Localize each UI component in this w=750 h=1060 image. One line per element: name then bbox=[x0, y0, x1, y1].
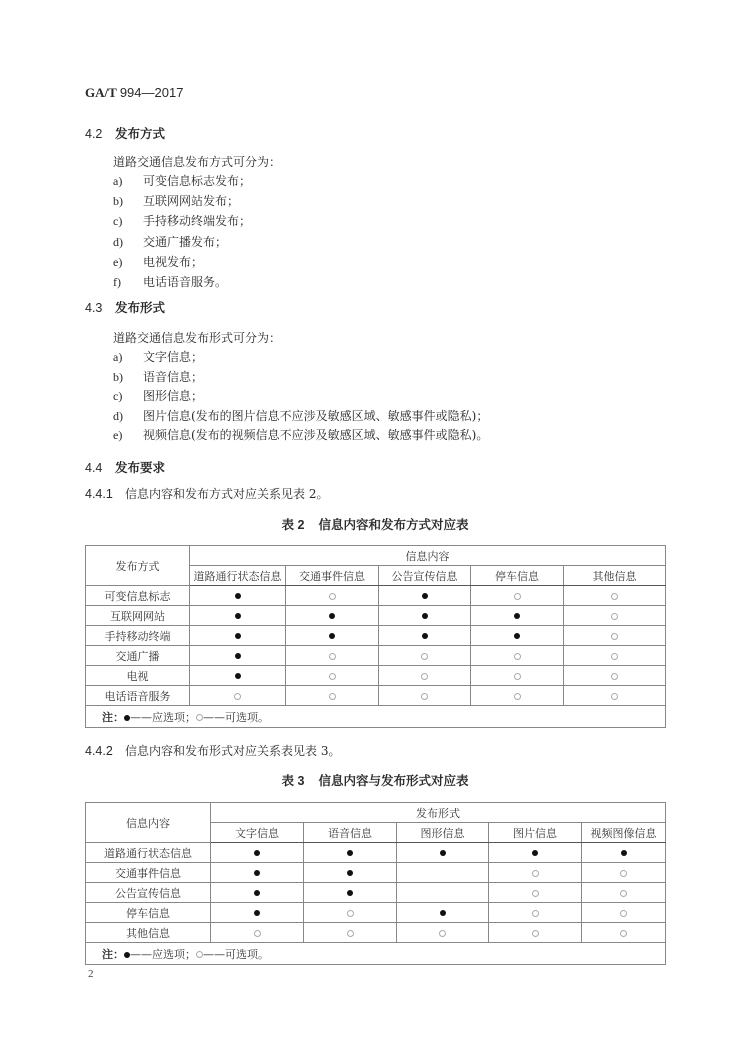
filled-dot-icon bbox=[254, 870, 260, 876]
filled-dot-icon bbox=[254, 890, 260, 896]
row-label: 互联网网站 bbox=[86, 606, 190, 626]
list-item bbox=[113, 192, 239, 209]
list-item-label: b) bbox=[113, 194, 123, 209]
table-cell bbox=[379, 606, 471, 626]
list-item-text: 语音信息； bbox=[143, 369, 204, 384]
hollow-circle-icon bbox=[196, 714, 203, 721]
hollow-circle-icon bbox=[611, 653, 618, 660]
row-label: 可变信息标志 bbox=[86, 586, 190, 606]
section-number: 4.4 bbox=[85, 461, 103, 475]
filled-dot-icon bbox=[235, 593, 241, 599]
table-row bbox=[86, 606, 666, 626]
table-cell bbox=[190, 626, 286, 646]
table-cell bbox=[304, 843, 397, 863]
filled-dot-icon bbox=[514, 633, 520, 639]
subsection-text: 信息内容和发布形式对应关系表见表 3。 bbox=[125, 744, 341, 758]
table-row bbox=[86, 843, 666, 863]
list-item-label: d) bbox=[113, 234, 123, 249]
list-item-label: f) bbox=[113, 275, 121, 289]
section-number: 4.3 bbox=[85, 301, 103, 315]
list-item bbox=[113, 233, 227, 250]
hollow-circle-icon bbox=[611, 613, 618, 620]
row-label: 其他信息 bbox=[86, 923, 211, 943]
table-cell bbox=[564, 666, 666, 686]
hollow-circle-icon bbox=[329, 653, 336, 660]
hollow-circle-icon bbox=[611, 633, 618, 640]
note-required-text: ——应选项； bbox=[130, 947, 196, 961]
table-cell bbox=[379, 626, 471, 646]
section-heading-4-3 bbox=[85, 298, 165, 316]
hollow-circle-icon bbox=[611, 673, 618, 680]
table-row bbox=[86, 686, 666, 706]
list-item bbox=[113, 387, 203, 404]
group-header-cell: 信息内容 bbox=[190, 546, 666, 566]
filled-dot-icon bbox=[235, 633, 241, 639]
table-cell bbox=[564, 686, 666, 706]
list-item-label: a) bbox=[113, 174, 123, 188]
row-header-cell: 发布方式 bbox=[86, 546, 190, 586]
table-cell bbox=[286, 586, 379, 606]
hollow-circle-icon bbox=[514, 593, 521, 600]
table-cell bbox=[397, 903, 489, 923]
table-cell bbox=[211, 843, 304, 863]
column-header: 视频图像信息 bbox=[582, 823, 666, 843]
subsection-number: 4.4.1 bbox=[85, 487, 113, 501]
list-item bbox=[113, 426, 488, 443]
table-cell bbox=[190, 666, 286, 686]
table-cell bbox=[397, 863, 489, 883]
table-note bbox=[86, 943, 666, 965]
hollow-circle-icon bbox=[514, 653, 521, 660]
table3-caption bbox=[0, 771, 750, 789]
table-cell bbox=[286, 646, 379, 666]
table-cell bbox=[397, 923, 489, 943]
hollow-circle-icon bbox=[234, 693, 241, 700]
table-cell bbox=[211, 923, 304, 943]
table-cell bbox=[190, 606, 286, 626]
table-cell bbox=[471, 686, 564, 706]
list-item-text: 电视发布； bbox=[143, 254, 204, 269]
table-cell bbox=[379, 686, 471, 706]
filled-dot-icon bbox=[329, 613, 335, 619]
hollow-circle-icon bbox=[532, 890, 539, 897]
list-item-label: a) bbox=[113, 350, 123, 364]
table-cell bbox=[190, 646, 286, 666]
table-cell bbox=[564, 606, 666, 626]
table-cell bbox=[304, 903, 397, 923]
column-header: 图片信息 bbox=[489, 823, 582, 843]
section-title: 发布要求 bbox=[115, 460, 166, 475]
column-header: 道路通行状态信息 bbox=[190, 566, 286, 586]
table-cell bbox=[211, 903, 304, 923]
table-row bbox=[86, 883, 666, 903]
row-label: 交通广播 bbox=[86, 646, 190, 666]
table3 bbox=[85, 802, 666, 965]
hollow-circle-icon bbox=[421, 653, 428, 660]
table-cell bbox=[397, 883, 489, 903]
subsection-4-4-1 bbox=[85, 485, 328, 502]
list-item bbox=[113, 348, 203, 365]
section-intro: 道路交通信息发布形式可分为： bbox=[113, 331, 282, 345]
table-row bbox=[86, 903, 666, 923]
filled-dot-icon bbox=[347, 870, 353, 876]
row-label: 停车信息 bbox=[86, 903, 211, 923]
note-optional-text: ——可选项。 bbox=[203, 947, 269, 961]
filled-dot-icon bbox=[235, 653, 241, 659]
note-required-text: ——应选项； bbox=[130, 710, 196, 724]
table-cell bbox=[286, 626, 379, 646]
table-cell bbox=[471, 626, 564, 646]
table-row bbox=[86, 923, 666, 943]
list-item bbox=[113, 407, 488, 424]
filled-dot-icon bbox=[440, 910, 446, 916]
hollow-circle-icon bbox=[611, 693, 618, 700]
hollow-circle-icon bbox=[421, 673, 428, 680]
column-header: 其他信息 bbox=[564, 566, 666, 586]
table-cell bbox=[471, 606, 564, 626]
hollow-circle-icon bbox=[620, 910, 627, 917]
table-cell bbox=[582, 883, 666, 903]
column-header: 语音信息 bbox=[304, 823, 397, 843]
group-header-cell: 发布形式 bbox=[211, 803, 666, 823]
section-heading-4-4 bbox=[85, 458, 165, 476]
document-header bbox=[85, 85, 183, 101]
row-label: 手持移动终端 bbox=[86, 626, 190, 646]
table-row bbox=[86, 863, 666, 883]
table-cell bbox=[304, 923, 397, 943]
table2 bbox=[85, 545, 666, 728]
table-cell bbox=[286, 666, 379, 686]
column-header: 交通事件信息 bbox=[286, 566, 379, 586]
section-title: 发布方式 bbox=[115, 126, 166, 141]
filled-dot-icon bbox=[235, 613, 241, 619]
filled-dot-icon bbox=[422, 593, 428, 599]
note-prefix: 注： bbox=[102, 947, 124, 961]
hollow-circle-icon bbox=[620, 870, 627, 877]
row-label: 道路通行状态信息 bbox=[86, 843, 211, 863]
hollow-circle-icon bbox=[514, 673, 521, 680]
filled-dot-icon bbox=[347, 850, 353, 856]
standard-prefix: GA/T bbox=[85, 85, 117, 100]
table2-caption bbox=[0, 515, 750, 533]
hollow-circle-icon bbox=[254, 930, 261, 937]
list-item-text: 互联网网站发布； bbox=[143, 194, 240, 209]
table-cell bbox=[379, 646, 471, 666]
list-item-label: c) bbox=[113, 389, 123, 403]
page-number: 2 bbox=[88, 968, 94, 980]
table-cell bbox=[582, 843, 666, 863]
list-item-label: c) bbox=[113, 214, 123, 229]
table-note bbox=[86, 706, 666, 728]
subsection-4-4-2 bbox=[85, 742, 340, 759]
hollow-circle-icon bbox=[347, 930, 354, 937]
list-item-text: 手持移动终端发布； bbox=[143, 214, 252, 229]
filled-dot-icon bbox=[440, 850, 446, 856]
subsection-text: 信息内容和发布方式对应关系见表 2。 bbox=[125, 487, 329, 501]
hollow-circle-icon bbox=[532, 910, 539, 917]
column-header: 图形信息 bbox=[397, 823, 489, 843]
filled-dot-icon bbox=[329, 633, 335, 639]
table-cell bbox=[286, 686, 379, 706]
table-cell bbox=[304, 863, 397, 883]
table-cell bbox=[190, 686, 286, 706]
section-number: 4.2 bbox=[85, 127, 103, 141]
hollow-circle-icon bbox=[329, 593, 336, 600]
list-item bbox=[113, 368, 203, 385]
table-cell bbox=[286, 606, 379, 626]
table-caption-title: 信息内容与发布形式对应表 bbox=[318, 773, 469, 788]
table-cell bbox=[582, 863, 666, 883]
hollow-circle-icon bbox=[347, 910, 354, 917]
table-cell bbox=[564, 586, 666, 606]
list-item bbox=[113, 273, 227, 290]
table-cell bbox=[582, 903, 666, 923]
list-item-text: 图片信息(发布的图片信息不应涉及敏感区域、敏感事件或隐私)； bbox=[143, 408, 489, 423]
table-cell bbox=[471, 586, 564, 606]
list-item-label: e) bbox=[113, 428, 123, 442]
table-cell bbox=[211, 883, 304, 903]
row-label: 电话语音服务 bbox=[86, 686, 190, 706]
row-label: 交通事件信息 bbox=[86, 863, 211, 883]
section-heading-4-2 bbox=[85, 124, 165, 142]
column-header: 公告宣传信息 bbox=[379, 566, 471, 586]
hollow-circle-icon bbox=[196, 951, 203, 958]
table-cell bbox=[211, 863, 304, 883]
table-caption-number: 表 2 bbox=[281, 518, 305, 532]
list-item-text: 电话语音服务。 bbox=[143, 275, 228, 289]
filled-dot-icon bbox=[347, 890, 353, 896]
filled-dot-icon bbox=[422, 633, 428, 639]
subsection-number: 4.4.2 bbox=[85, 744, 113, 758]
hollow-circle-icon bbox=[329, 673, 336, 680]
section-intro: 道路交通信息发布方式可分为： bbox=[113, 155, 282, 169]
hollow-circle-icon bbox=[514, 693, 521, 700]
filled-dot-icon bbox=[422, 613, 428, 619]
filled-dot-icon bbox=[254, 850, 260, 856]
filled-dot-icon bbox=[514, 613, 520, 619]
table-row bbox=[86, 646, 666, 666]
table-cell bbox=[489, 923, 582, 943]
table-cell bbox=[379, 666, 471, 686]
filled-dot-icon bbox=[235, 673, 241, 679]
column-header: 文字信息 bbox=[211, 823, 304, 843]
table-cell bbox=[397, 843, 489, 863]
hollow-circle-icon bbox=[421, 693, 428, 700]
table-cell bbox=[489, 863, 582, 883]
list-item-text: 交通广播发布； bbox=[143, 234, 228, 249]
table-cell bbox=[564, 626, 666, 646]
standard-number: 994—2017 bbox=[119, 85, 184, 100]
hollow-circle-icon bbox=[532, 930, 539, 937]
table-cell bbox=[471, 646, 564, 666]
hollow-circle-icon bbox=[439, 930, 446, 937]
table-cell bbox=[582, 923, 666, 943]
table-caption-number: 表 3 bbox=[281, 774, 305, 788]
table-caption-title: 信息内容和发布方式对应表 bbox=[318, 517, 469, 532]
list-item-label: e) bbox=[113, 254, 123, 269]
table-cell bbox=[489, 843, 582, 863]
filled-dot-icon bbox=[621, 850, 627, 856]
section-title: 发布形式 bbox=[115, 300, 166, 315]
list-item bbox=[113, 253, 203, 270]
table-cell bbox=[489, 903, 582, 923]
table-cell bbox=[471, 666, 564, 686]
list-item-text: 文字信息； bbox=[143, 350, 204, 364]
list-item-label: b) bbox=[113, 369, 123, 384]
hollow-circle-icon bbox=[329, 693, 336, 700]
table-cell bbox=[304, 883, 397, 903]
filled-dot-icon bbox=[532, 850, 538, 856]
note-prefix: 注： bbox=[102, 710, 124, 724]
table-row bbox=[86, 626, 666, 646]
filled-dot-icon bbox=[254, 910, 260, 916]
hollow-circle-icon bbox=[620, 890, 627, 897]
hollow-circle-icon bbox=[611, 593, 618, 600]
hollow-circle-icon bbox=[532, 870, 539, 877]
table-row bbox=[86, 666, 666, 686]
list-item-text: 视频信息(发布的视频信息不应涉及敏感区域、敏感事件或隐私)。 bbox=[143, 428, 489, 442]
list-item-label: d) bbox=[113, 408, 123, 423]
note-optional-text: ——可选项。 bbox=[203, 710, 269, 724]
hollow-circle-icon bbox=[620, 930, 627, 937]
list-item bbox=[113, 172, 251, 189]
row-header-cell: 信息内容 bbox=[86, 803, 211, 843]
list-item-text: 可变信息标志发布； bbox=[143, 174, 252, 188]
list-item-text: 图形信息； bbox=[143, 389, 204, 403]
table-cell bbox=[564, 646, 666, 666]
table-cell bbox=[190, 586, 286, 606]
column-header: 停车信息 bbox=[471, 566, 564, 586]
table-cell bbox=[379, 586, 471, 606]
table-row bbox=[86, 586, 666, 606]
list-item bbox=[113, 212, 251, 229]
row-label: 电视 bbox=[86, 666, 190, 686]
row-label: 公告宣传信息 bbox=[86, 883, 211, 903]
table-cell bbox=[489, 883, 582, 903]
